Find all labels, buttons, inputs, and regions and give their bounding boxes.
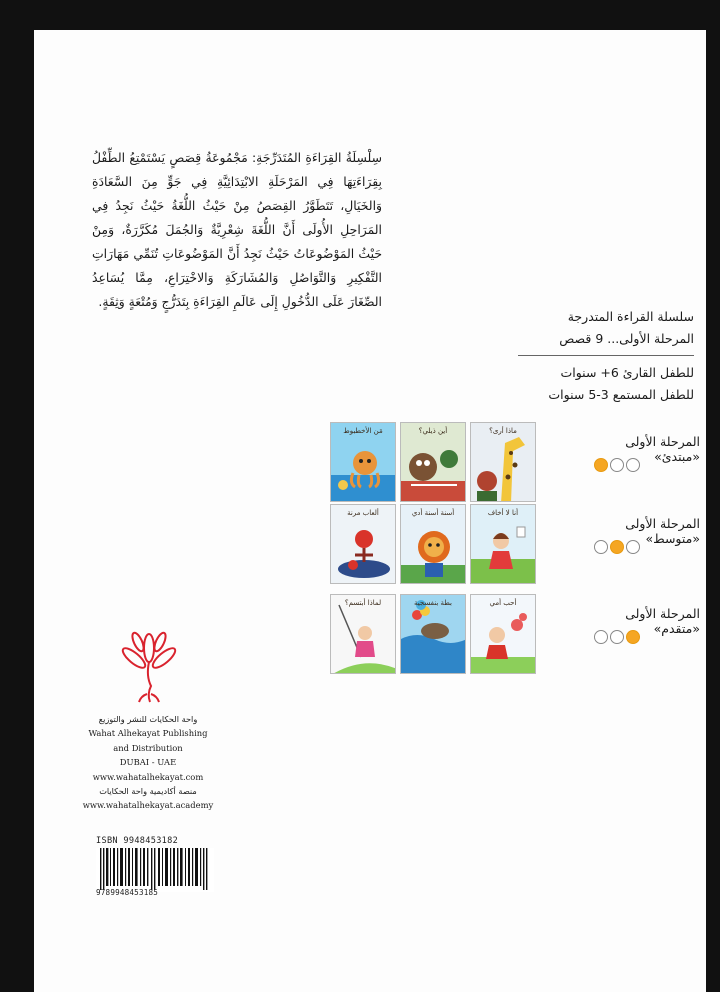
stage-row-advanced: [330, 594, 700, 676]
stage-label: المرحلة الأولى «مبتدئ»: [625, 434, 700, 464]
level-dot-empty: [610, 458, 624, 472]
level-indicator: [594, 630, 640, 644]
book-cover: [400, 594, 466, 674]
back-cover-page: [34, 30, 706, 992]
stage-label: المرحلة الأولى «متقدم»: [625, 606, 700, 636]
level-dot-empty: [626, 458, 640, 472]
series-title: سلسلة القراءة المتدرجة: [567, 309, 694, 324]
stage-label: المرحلة الأولى «متوسط»: [625, 516, 700, 546]
stage-row-intermediate: [330, 504, 700, 586]
book-title: أحب أمي: [489, 599, 517, 607]
level-dot-filled: [610, 540, 624, 554]
level-indicator: [594, 458, 640, 472]
book-title: أسنة أسنة أدي: [411, 509, 455, 517]
series-info: [504, 306, 694, 406]
book-title: بطة بنفسجية: [414, 599, 452, 607]
publisher-logo-icon: [116, 628, 182, 708]
academy-name-arabic: منصة أكاديمية واحة الحكايات: [99, 786, 197, 797]
level-dot-filled: [626, 630, 640, 644]
book-cover: [470, 594, 536, 674]
divider: [518, 355, 694, 356]
level-dot-empty: [626, 540, 640, 554]
publisher-info: [78, 712, 218, 813]
book-title: لماذا أبتسم؟: [344, 599, 382, 607]
book-title: أين ذيلي؟: [418, 427, 448, 435]
book-cover: [470, 422, 536, 502]
listener-age: للطفل المستمع 3-5 سنوات: [548, 387, 694, 402]
barcode-icon: [96, 848, 214, 892]
level-dot-filled: [594, 458, 608, 472]
publisher-name-english-2: and Distribution: [113, 742, 183, 753]
stage-row-beginner: [330, 422, 700, 504]
publisher-website: www.wahatalhekayat.com: [92, 771, 204, 782]
book-cover: [470, 504, 536, 584]
book-title: ماذا أرى؟: [489, 427, 517, 435]
book-cover: [330, 594, 396, 674]
book-cover: [400, 422, 466, 502]
stage-count: المرحلة الأولى... 9 قصص: [559, 331, 694, 346]
isbn-label: ISBN 9948453182: [96, 836, 179, 846]
level-dot-empty: [610, 630, 624, 644]
level-dot-empty: [594, 630, 608, 644]
publisher-name-arabic: واحة الحكايات للنشر والتوزيع: [98, 714, 198, 724]
level-indicator: [594, 540, 640, 554]
academy-website: www.wahatalhekayat.academy: [82, 800, 214, 811]
book-cover: [400, 504, 466, 584]
book-title: أنا لا أخاف: [487, 509, 519, 517]
series-description: سِلْسِلَةُ القِرَاءَةِ المُتَدَرِّجَةِ: مَجْمُوعَةُ قِصَصٍ يَسْتَمْتِعُ الطِّفْلُ بِقِرَاءَتِهَا فِي المَرْحَلَةِ الابْتِدَائِيَّةِ فِي جَوٍّ مِنَ السَّعَادَةِ وَالخَيَالِ، تَتَطَوَّرُ القِصَصُ مِنْ حَيْثُ اللُّغَةُ حَيْثُ نَجِدُ فِي المَرَاحِلِ الأُولَى أَنَّ اللُّغَةَ شِعْرِيَّةٌ وَالجُمَلَ مُكَرَّرَةٌ، وَمِنْ حَيْثُ المَوْضُوعَاتُ حَيْثُ نَجِدُ أَنَّ المَوْضُوعَاتِ تُنَمِّي مَهَارَاتِ التَّفْكِيرِ وَالتَّوَاصُلِ وَالمُشَارَكَةِ وَالاخْتِرَاعِ، مِمَّا يُسَاعِدُ الصِّغَارَ عَلَى الدُّخُولِ إِلَى عَالَمِ القِرَاءَةِ بِتَدَرُّجٍ وَمُتْعَةٍ وَثِقَةٍ.: [92, 150, 382, 309]
publisher-location: DUBAI - UAE: [119, 757, 177, 768]
publisher-name-english: Wahat Alhekayat Publishing: [88, 728, 208, 739]
book-cover: [330, 504, 396, 584]
book-title: مَن الأخطبوط: [343, 427, 383, 435]
isbn-barcode: [96, 836, 214, 896]
book-title: ألعاب مرنة: [347, 509, 379, 517]
reader-age: للطفل القارئ 6+ سنوات: [560, 365, 694, 380]
level-dot-empty: [594, 540, 608, 554]
isbn-digits: 9789948453185: [96, 888, 159, 897]
book-cover: [330, 422, 396, 502]
